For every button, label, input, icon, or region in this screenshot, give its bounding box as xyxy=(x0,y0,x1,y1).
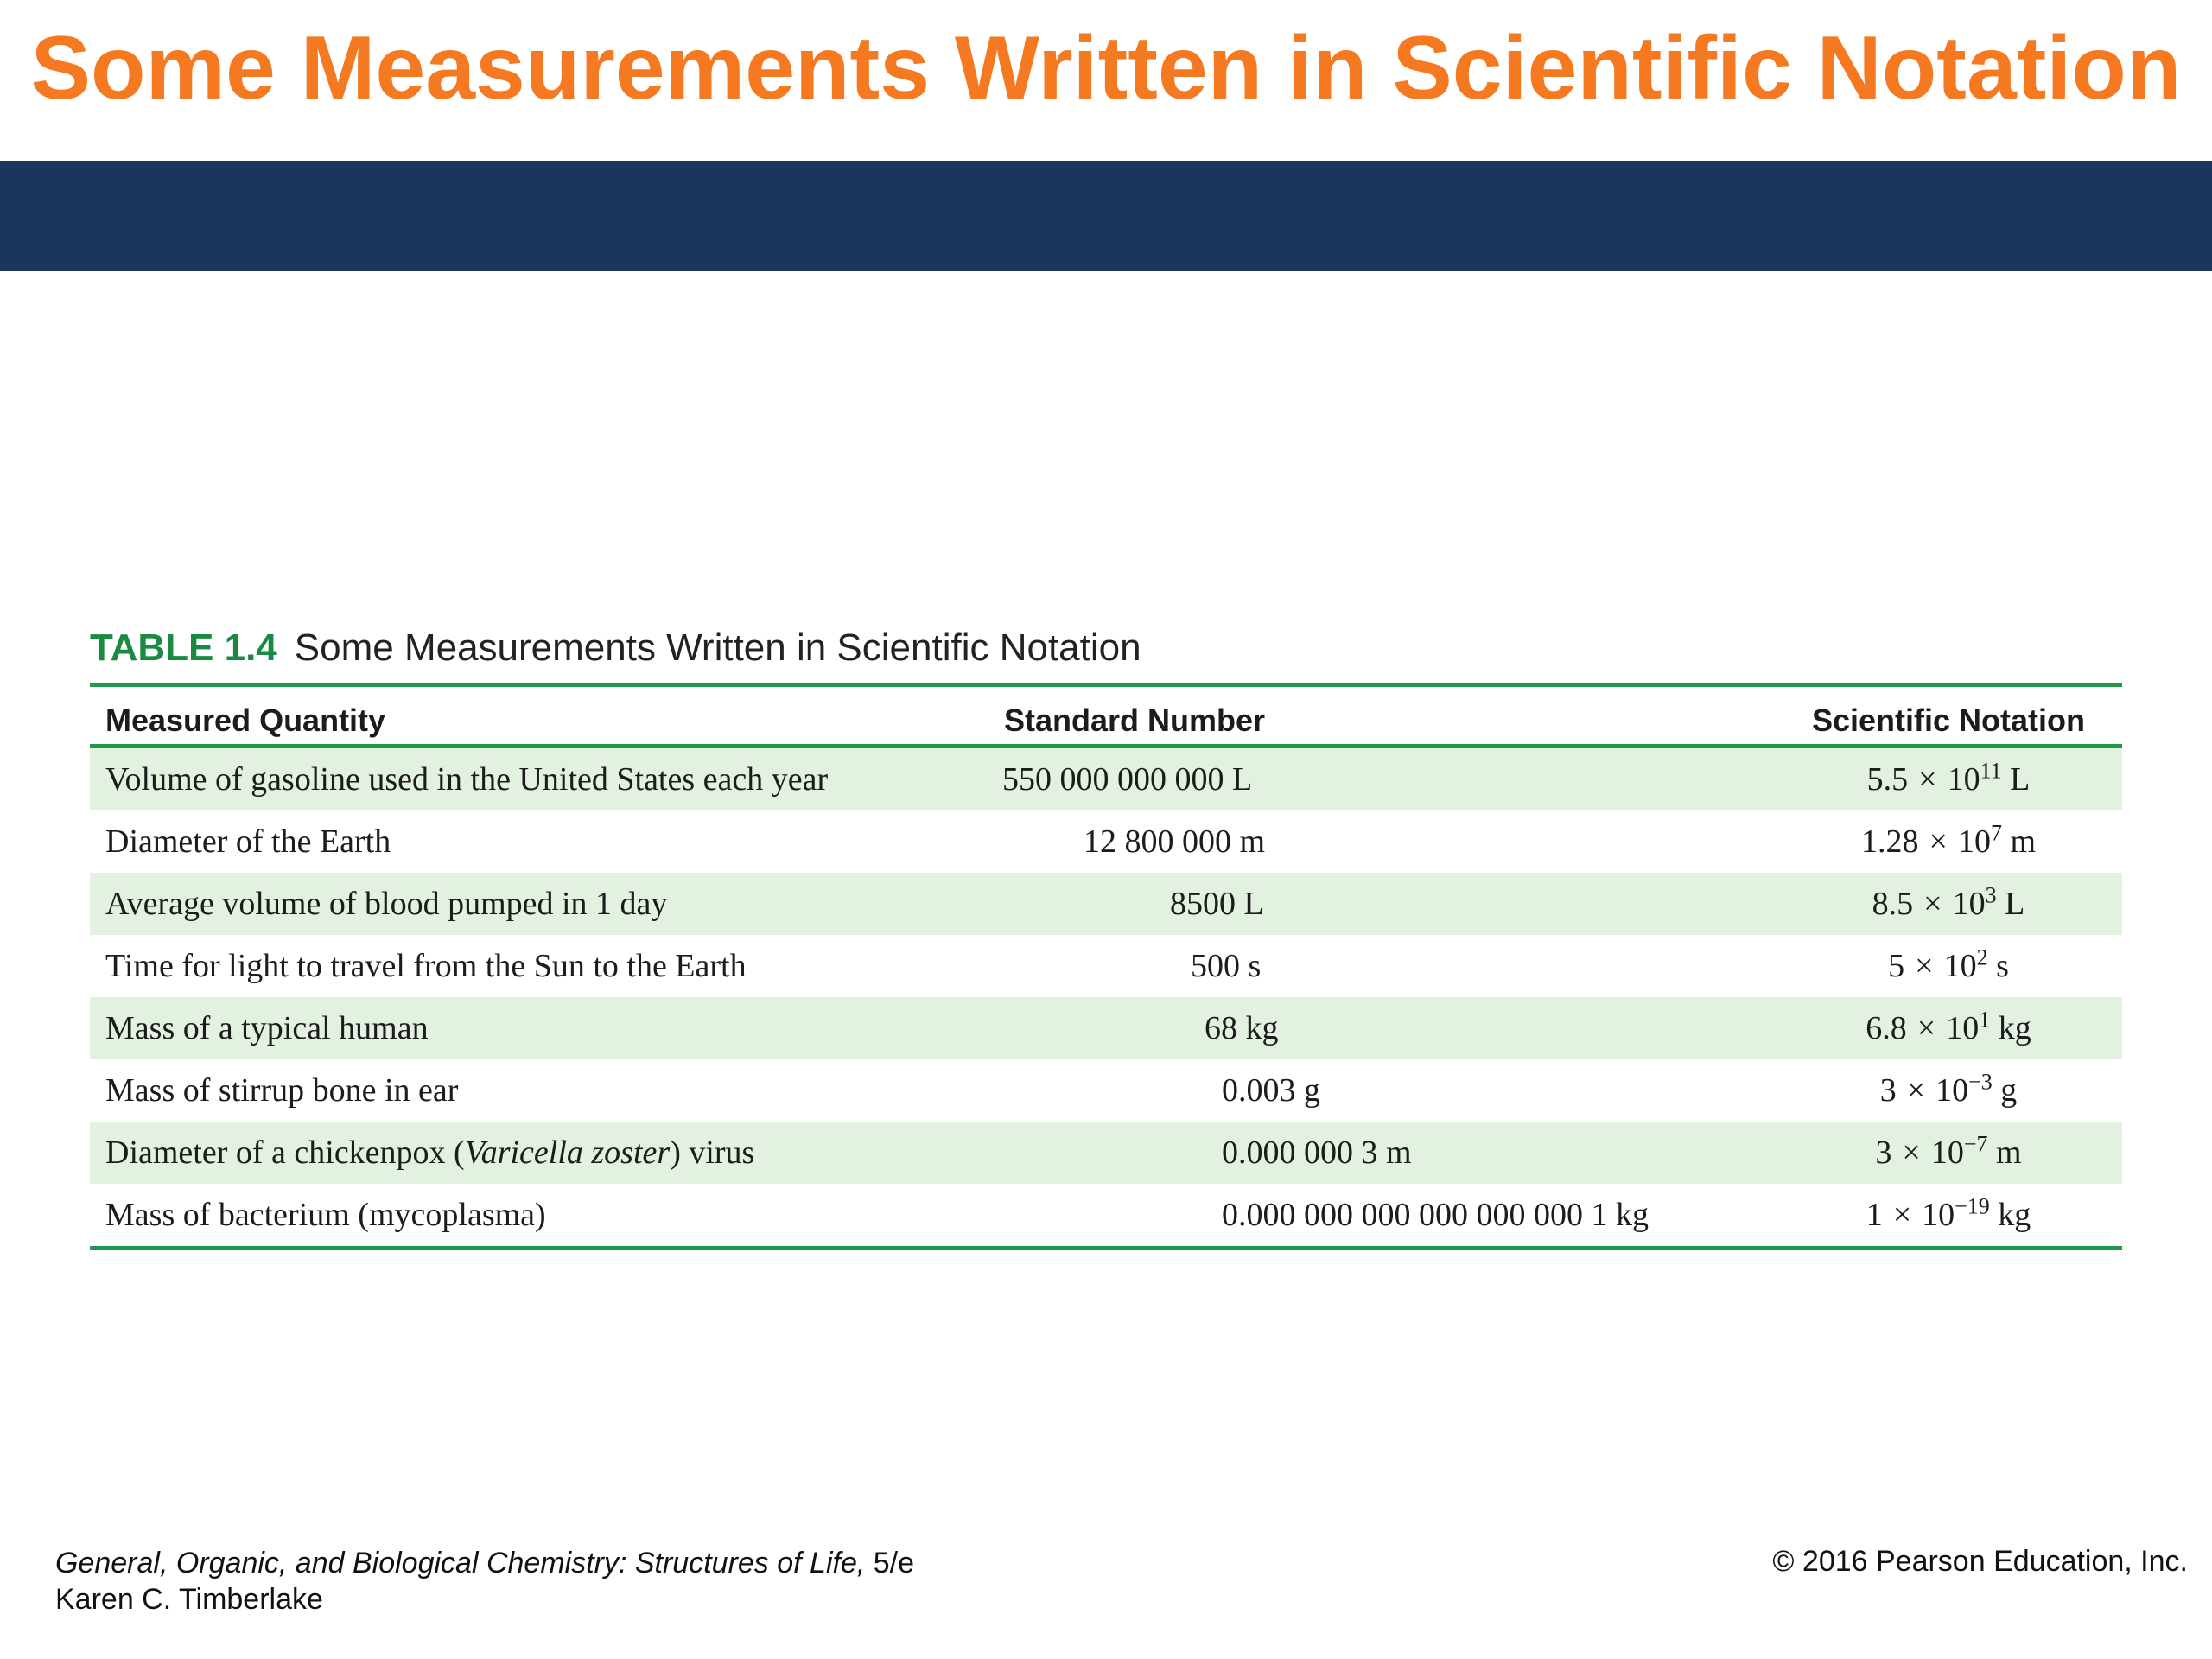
scientific-notation-cell: $6.8 \times 10^1$ kg xyxy=(1866,1007,2031,1046)
measurements-table xyxy=(90,683,2122,1250)
measured-quantity-cell: Volume of gasoline used in the United States each year xyxy=(105,761,829,798)
table-caption-text: Some Measurements Written in Scientific Notation xyxy=(294,626,1141,669)
footer-copyright: © 2016 Pearson Education, Inc. xyxy=(1772,1545,2188,1578)
scientific-notation-cell: $1.28 \times 10^7$ m xyxy=(1861,820,2036,860)
footer-author: Karen C. Timberlake xyxy=(55,1583,323,1616)
footer-edition: 5/e xyxy=(865,1547,915,1580)
footer-book-line xyxy=(55,1545,914,1581)
scientific-notation-cell: $8.5 \times 10^3$ L xyxy=(1872,882,2025,922)
measured-quantity-cell: Diameter of a chickenpox (Varicella zoster) virus xyxy=(105,1135,755,1171)
table-caption xyxy=(90,622,1141,674)
table-row xyxy=(90,1122,2122,1184)
scientific-notation-cell: $3 \times 10^{-3}$ g xyxy=(1879,1069,2018,1109)
table-label: TABLE 1.4 xyxy=(90,626,277,669)
table-row xyxy=(90,1184,2122,1246)
standard-number-cell: 0.000 000 3 m xyxy=(1222,1135,1412,1171)
table-row xyxy=(90,873,2122,935)
standard-number-cell: 0.003 g xyxy=(1222,1072,1320,1109)
scientific-notation-cell: $5.5 \times 10^{11}$ L xyxy=(1866,758,2031,798)
table-row xyxy=(90,1059,2122,1122)
scientific-notation-cell: $3 \times 10^{-7}$ m xyxy=(1875,1131,2022,1171)
standard-number-cell: 0.000 000 000 000 000 000 1 kg xyxy=(1222,1197,1649,1233)
standard-number-cell: 68 kg xyxy=(1205,1010,1279,1046)
footer-citation xyxy=(55,1545,914,1618)
slide-title: Some Measurements Written in Scientific Notation xyxy=(30,18,2182,118)
standard-number-cell: 8500 L xyxy=(1170,886,1264,922)
scientific-notation-cell: $5 \times 10^2$ s xyxy=(1888,944,2009,984)
footer-book-title: General, Organic, and Biological Chemistry: Structures of Life, xyxy=(55,1547,866,1580)
header-measured-quantity: Measured Quantity xyxy=(105,702,386,738)
measured-quantity-cell: Mass of bacterium (mycoplasma) xyxy=(105,1197,546,1233)
measured-quantity-cell: Mass of stirrup bone in ear xyxy=(105,1072,459,1109)
header-scientific-notation: Scientific Notation xyxy=(1811,702,2086,738)
measured-quantity-cell: Average volume of blood pumped in 1 day xyxy=(105,886,668,922)
table-row xyxy=(90,997,2122,1059)
table-header-row xyxy=(90,687,2122,748)
table-row xyxy=(90,935,2122,997)
measured-quantity-cell: Diameter of the Earth xyxy=(105,823,391,860)
measured-quantity-cell: Time for light to travel from the Sun to the Earth xyxy=(105,948,747,984)
standard-number-cell: 500 s xyxy=(1191,948,1262,984)
table-row xyxy=(90,748,2122,810)
standard-number-cell: 550 000 000 000 L xyxy=(1002,761,1253,798)
header-banner xyxy=(0,161,2212,271)
standard-number-cell: 12 800 000 m xyxy=(1084,823,1266,860)
measured-quantity-cell: Mass of a typical human xyxy=(105,1010,429,1046)
header-standard-number: Standard Number xyxy=(1004,702,1266,738)
scientific-notation-cell: $1 \times 10^{-19}$ kg xyxy=(1866,1193,2031,1233)
table-row xyxy=(90,810,2122,873)
